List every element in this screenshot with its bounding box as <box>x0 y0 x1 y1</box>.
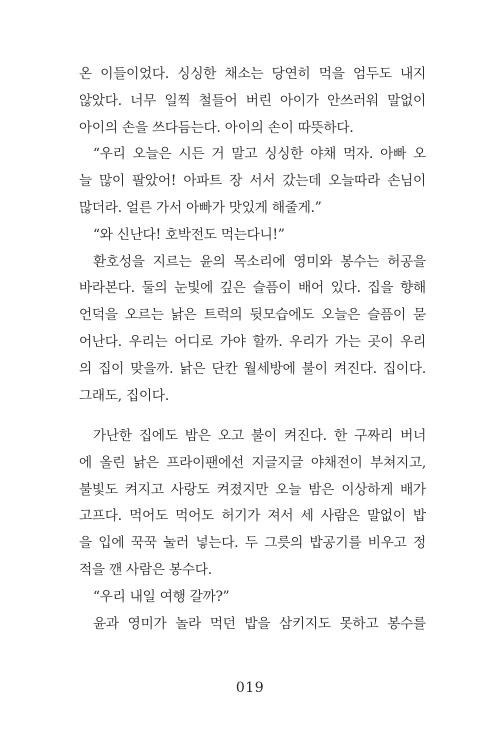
text-line: 어난다. 우리는 어디로 가야 할까. 우리가 가는 곳이 우리 <box>79 333 426 350</box>
paragraph-block-lower <box>79 423 426 637</box>
text-line: 않았다. 너무 일찍 철들어 버린 아이가 안쓰러워 말없이 <box>79 92 426 109</box>
text-line: 온 이들이었다. 싱싱한 채소는 당연히 먹을 엄두도 내지 <box>79 66 426 82</box>
text-line: 환호성을 지르는 윤의 목소리에 영미와 봉수는 허공을 <box>93 253 426 270</box>
text-line: 늘 많이 팔았어! 아파트 장 서서 갔는데 오늘따라 손님이 <box>79 173 426 190</box>
text-line: “와 신난다! 호박전도 먹는다니!” <box>93 226 285 243</box>
text-line: 을 입에 꾹꾹 눌러 넣는다. 두 그릇의 밥공기를 비우고 정 <box>79 535 426 552</box>
text-line: 고프다. 먹어도 먹어도 허기가 져서 세 사람은 말없이 밥 <box>79 508 426 525</box>
text-line: “우리 내일 여행 갈까?” <box>93 588 230 605</box>
text-line: 많더라. 얼른 가서 아빠가 맛있게 해줄게.” <box>79 199 322 216</box>
text-line: 아이의 손을 쓰다듬는다. 아이의 손이 따뜻하다. <box>79 119 354 136</box>
page-number: 019 <box>235 680 265 696</box>
text-line: 가난한 집에도 밤은 오고 불이 켜진다. 한 구짜리 버너 <box>93 428 426 444</box>
text-line: 불빛도 켜지고 사랑도 켜졌지만 오늘 밤은 이상하게 배가 <box>79 481 426 498</box>
text-line: 의 집이 맞을까. 낡은 단칸 월세방에 불이 켜진다. 집이다. <box>79 360 426 377</box>
text-line: 윤과 영미가 놀라 먹던 밥을 삼키지도 못하고 봉수를 <box>93 615 426 632</box>
text-line: 언덕을 오르는 낡은 트럭의 뒷모습에도 오늘은 슬픔이 묻 <box>79 307 426 324</box>
text-line: 그래도, 집이다. <box>79 387 169 404</box>
paragraph-block-upper <box>79 61 426 409</box>
text-line: “우리 오늘은 시든 거 말고 싱싱한 야채 먹자. 아빠 오 <box>93 146 426 163</box>
text-line: 바라본다. 둘의 눈빛에 깊은 슬픔이 배어 있다. 집을 향해 <box>79 280 426 297</box>
text-line: 에 올린 낡은 프라이팬에선 지글지글 야채전이 부쳐지고, <box>79 454 426 471</box>
text-line: 적을 깬 사람은 봉수다. <box>79 561 212 578</box>
